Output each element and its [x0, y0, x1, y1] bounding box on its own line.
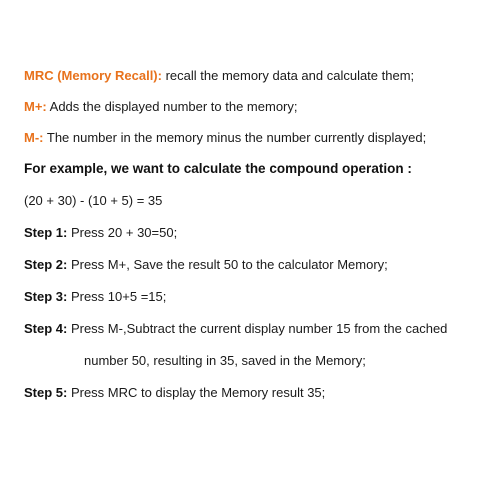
- step-2-label: Step 2:: [24, 257, 68, 272]
- step-2: [24, 257, 388, 273]
- step-2-text: Press M+, Save the result 50 to the calculator Memory;: [67, 257, 388, 272]
- mminus-text: The number in the memory minus the number currently displayed;: [43, 130, 427, 145]
- step-4: [24, 321, 447, 337]
- step-1-label: Step 1:: [24, 225, 68, 240]
- step-3: [24, 289, 166, 305]
- definition-mrc: [24, 68, 414, 84]
- step-4-continuation: number 50, resulting in 35, saved in the Memory;: [84, 353, 366, 368]
- mplus-label: M+:: [24, 99, 47, 114]
- step-5-label: Step 5:: [24, 385, 68, 400]
- mrc-label: MRC (Memory Recall):: [24, 68, 162, 83]
- definition-mplus: [24, 99, 298, 115]
- definition-mminus: [24, 130, 426, 146]
- step-4-text: Press M-,Subtract the current display number 15 from the cached: [67, 321, 448, 336]
- step-3-text: Press 10+5 =15;: [67, 289, 167, 304]
- example-heading: For example, we want to calculate the compound operation :: [24, 161, 412, 176]
- step-5-text: Press MRC to display the Memory result 35;: [67, 385, 326, 400]
- example-equation: (20 + 30) - (10 + 5) = 35: [24, 193, 163, 208]
- step-5: [24, 385, 325, 401]
- step-3-label: Step 3:: [24, 289, 68, 304]
- mplus-text: Adds the displayed number to the memory;: [46, 99, 298, 114]
- step-4-label: Step 4:: [24, 321, 68, 336]
- step-1-text: Press 20 + 30=50;: [67, 225, 178, 240]
- mrc-text: recall the memory data and calculate them;: [161, 68, 415, 83]
- step-1: [24, 225, 177, 241]
- mminus-label: M-:: [24, 130, 44, 145]
